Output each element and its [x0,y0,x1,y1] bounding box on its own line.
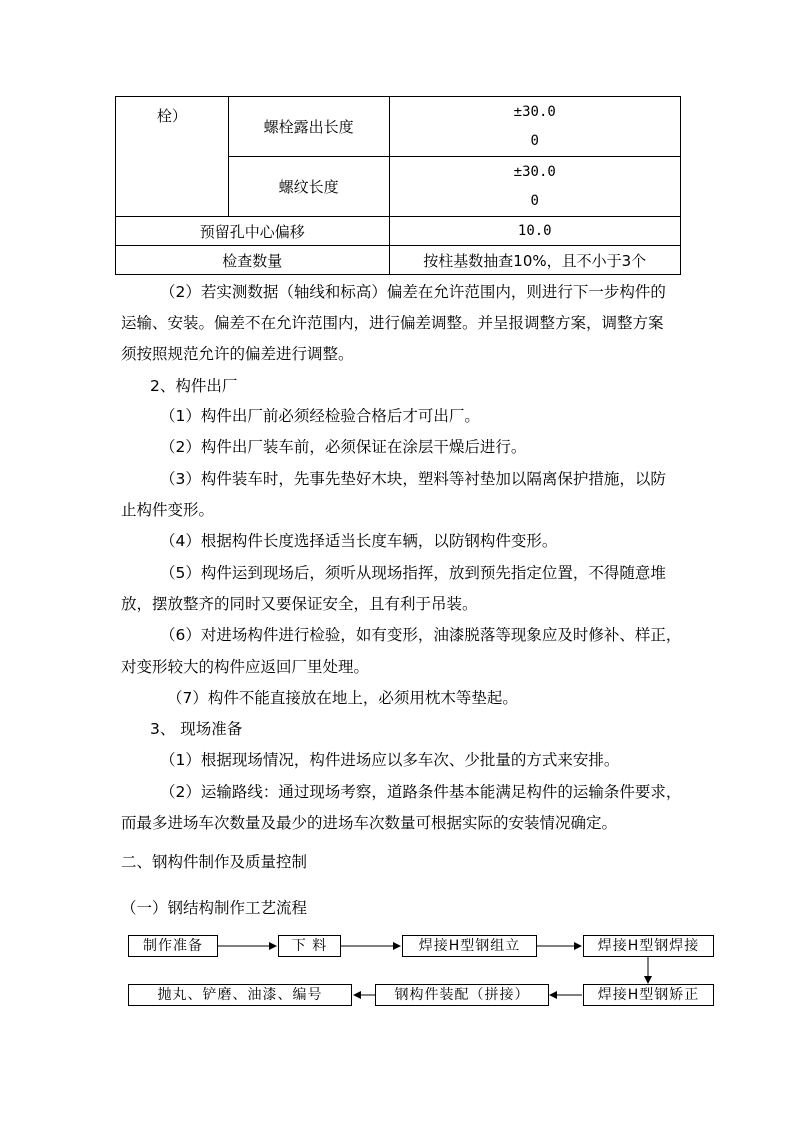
paragraph-line: 须按照规范允许的偏差进行调整。 [121,345,354,363]
flow-step-assembly: 焊接H型钢组立 [402,935,537,957]
item-label: 预留孔中心偏移 [199,222,305,241]
paragraph-line: 放，摆放整齐的同时又要保证安全，且有利于吊装。 [121,595,478,613]
value-cell: 10.0 [389,217,681,246]
flow-step-preparation: 制作准备 [128,935,218,957]
paragraph-line: （3）构件装车时，先事先垫好木块，塑料等衬垫加以隔离保护措施，以防 [160,470,666,488]
paragraph-line: （1）构件出厂前必须经检验合格后才可出厂。 [160,407,480,425]
flow-step-welding: 焊接H型钢焊接 [583,935,714,957]
paragraph-line: （4）根据构件长度选择适当长度车辆，以防钢构件变形。 [160,532,558,550]
paragraph-line: 止构件变形。 [121,501,215,519]
flow-step-straightening: 焊接H型钢矫正 [583,984,714,1006]
paragraph-line: （6）对进场构件进行检验，如有变形，油漆脱落等现象应及时修补、样正， [160,626,682,644]
paragraph-line: （2）运输路线：通过现场考察，道路条件基本能满足构件的运输条件要求， [160,783,682,801]
paragraph-line: 而最多进场车次数量及最少的进场车次数量可根据实际的安装情况确定。 [121,814,618,832]
value-cell: 按柱基数抽查10%，且不小于3个 [389,246,681,275]
paragraph-line: 运输、安装。偏差不在允许范围内，进行偏差调整。并呈报调整方案，调整方案 [121,314,664,332]
paragraph-line: （2）若实测数据（轴线和标高）偏差在允许范围内，则进行下一步构件的 [160,283,666,301]
subsection-heading: （一）钢结构制作工艺流程 [121,899,308,917]
value-bottom: 0 [530,132,539,149]
item-label: 螺纹长度 [278,178,339,196]
flow-step-fitting: 钢构件装配（拼接） [375,984,549,1006]
section-heading: 3、 现场准备 [150,720,243,738]
value-top: ±30.0 [513,163,556,180]
section-heading: 2、构件出厂 [150,377,238,395]
flow-step-finishing: 抛丸、铲磨、油漆、编号 [128,984,352,1006]
item-label: 检查数量 [222,251,283,270]
paragraph-line: （7）构件不能直接放在地上，必须用枕木等垫起。 [167,689,518,707]
paragraph-line: （5）构件运到现场后，须听从现场指挥，放到预先指定位置，不得随意堆 [160,564,666,582]
value-top: ±30.0 [513,103,556,120]
paragraph-line: 对变形较大的构件应返回厂里处理。 [121,658,370,676]
paragraph-line: （1）根据现场情况，构件进场应以多车次、少批量的方式来安排。 [160,751,620,769]
group-label: 栓） [156,107,187,125]
section-heading: 二、钢构件制作及质量控制 [121,853,308,871]
value-bottom: 0 [530,192,539,209]
paragraph-line: （2）构件出厂装车前，必须保证在涂层干燥后进行。 [160,438,527,456]
flow-step-cutting: 下 料 [278,935,341,957]
item-label: 螺栓露出长度 [263,118,354,136]
